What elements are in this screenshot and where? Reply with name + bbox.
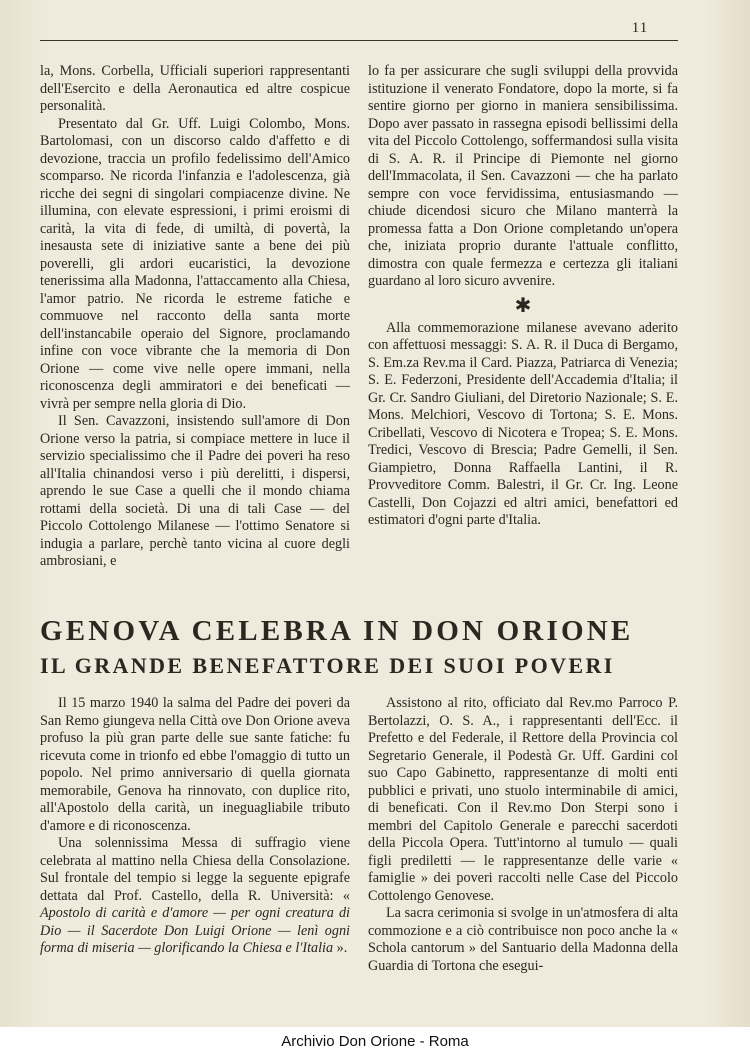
epigraph-close: ». <box>336 940 348 956</box>
epigraph-text: Apostolo di carità e d'amore — per ogni creatura di Dio — il Sacerdote Don Luigi Orione — lenì ogni forma di miseria — glorificando la Chiesa e l'Italia <box>40 905 350 956</box>
column-bottom-right <box>368 695 678 975</box>
paragraph-epigraph <box>40 835 350 958</box>
paragraph: la, Mons. Corbella, Ufficiali superiori rappresentanti dell'Esercito e della Aeronautica ed altre cospicue personalità. <box>40 63 350 114</box>
page-number: 11 <box>631 20 649 36</box>
column-top-left <box>40 63 350 571</box>
archive-footer <box>0 1027 750 1056</box>
paragraph: Presentato dal Gr. Uff. Luigi Colombo, Mons. Bartolomasi, con un discorso caldo d'affetto e di devozione, traccia un profilo fedelissimo dell'Amico scomparso. Ne ricorda l'infanzia e l'adolescenza, già ricche dei segni di singolari compiacenze divine. Ne illumina, con elevate espressioni, i primi eroismi di carità, la vita di fede, di umiltà, di povertà, la inesausta sete di iniziative sante a bene dei più poverelli, gli ardori eucaristici, la devozione tenerissima alla Madonna, l'attaccamento alla Chiesa, l'amor patrio. Ne ricorda le estreme fatiche e commuove nel racconto della santa morte dell'instancabile operaio del Signore, proclamando infine con voce vibrante che la memoria di Don Orione — come vive nelle opere immani, nella riconoscenza degli ammiratori e dei beneficati — vivrà per sempre nella gloria di Dio. <box>40 115 350 412</box>
archive-label: Archivio Don Orione - Roma <box>281 1033 469 1050</box>
article-subtitle: IL GRANDE BENEFATTORE DEI SUOI POVERI <box>40 653 615 678</box>
column-top-right <box>368 63 678 530</box>
paragraph: Il 15 marzo 1940 la salma del Padre dei poveri da San Remo giungeva nella Città ove Don Orione aveva profuso la più gran parte delle sue sante fatiche: fu ricevuta come in trionfo ed ebbe l'omaggio di tutto un popolo. Nel primo anniversario di quella giornata memorabile, Genova ha rinnovato, con duplice rito, all'Apostolo della carità, un ineguagliabile tributo d'amore e di riconoscenza. <box>40 695 350 834</box>
paragraph: lo fa per assicurare che sugli sviluppi della provvida istituzione il venerato Fondatore, dopo la morte, si fa sentire giorno per giorno in maniera sensibilissima. Dopo aver passato in rassegna episodi bellissimi della vita del Piccolo Cottolengo, soffermandosi sulla visita di S. A. R. il Principe di Piemonte nel giorno dell'Immacolata, il Sen. Cavazzoni — che ha parlato sempre con voce fervidissima, entusiasmando — chiude dicendosi sicuro che Milano manterrà la promessa fatta a Don Orione completando un'opera che, iniziata proprio durante l'attuale conflitto, dimostra con quale fermezza e certezza gli italiani guardano al loro sicuro avvenire. <box>368 63 678 289</box>
paragraph: La sacra cerimonia si svolge in un'atmosfera di alta commozione e a ciò contribuisce non poco anche la « Schola cantorum » del Santuario della Madonna della Guardia di Tortona che esegui- <box>368 905 678 974</box>
header-rule <box>40 40 678 41</box>
paragraph: Il Sen. Cavazzoni, insistendo sull'amore di Don Orione verso la patria, si compiace mettere in luce il servizio specialissimo che il Padre dei poveri ha reso all'Italia chinandosi verso i più derelitti, i dispersi, aprendo le sue Case a quelli che il mondo chiama rottami della società. Di una di tali Case — del Piccolo Cottolengo Milanese — l'ottimo Senatore si indugia a parlare, perchè tanto vicina al cuore degli ambrosiani, e <box>40 413 350 569</box>
column-bottom-left <box>40 695 350 958</box>
paragraph: Alla commemorazione milanese avevano aderito con affettuosi messaggi: S. A. R. il Duca di Bergamo, S. Em.za Rev.ma il Card. Piazza, Patriarca di Venezia; S. E. Federzoni, Presidente dell'Accademia d'Italia; il Gr. Cr. Sandro Giuliani, del Diretorio Nazionale; S. E. Mons. Melchiori, Vescovo di Tortona; S. E. Mons. Cribellati, Vescovo di Nicotera e Tropea; S. E. Mons. Tredici, Vescovo di Brescia; Padre Gemelli, il Sen. Giampietro, Donna Raffaella Lantini, il R. Provveditore Comm. Balestri, il Gr. Cr. Ing. Leone Castelli, Don Cojazzi ed altri amici, benefattori ed estimatori d'ogni parte d'Italia. <box>368 319 678 528</box>
section-separator-asterisk: ✱ <box>514 294 532 317</box>
paragraph: Assistono al rito, officiato dal Rev.mo Parroco P. Bertolazzi, O. S. A., i rappresentanti dell'Ecc. il Prefetto e del Federale, il Rettore della Provincia col Segretario Generale, il Podestà Gr. Uff. Gardini col suo Capo Gabinetto, rappresentanze di molti enti pubblici e privati, uno stuolo interminabile di amici, di beneficati. Con il Rev.mo Don Sterpi sono i membri del Capitolo Generale e parecchi sacerdoti della Piccola Opera. Tutt'intorno al tumulo — quali figli prediletti — le rappresentanze delle varie « famiglie » dei poveri raccolti nelle Case del Piccolo Cottolengo Genovese. <box>368 695 678 904</box>
epigraph-intro: Una solennissima Messa di suffragio viene celebrata al mattino nella Chiesa della Consolazione. Sul frontale del tempio si legge la seguente epigrafe dettata dal Prof. Castello, della R. Università: « <box>40 835 350 904</box>
article-title: GENOVA CELEBRA IN DON ORIONE <box>40 615 634 647</box>
